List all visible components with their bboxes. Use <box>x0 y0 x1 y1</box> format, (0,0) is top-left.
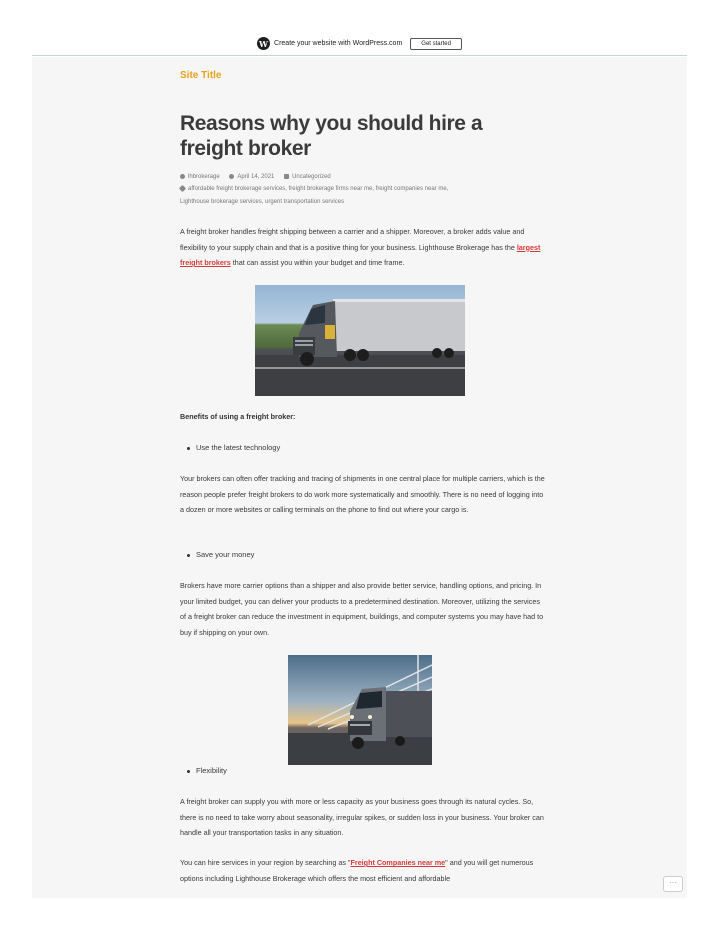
bullet-save-money: Save your money <box>187 550 254 559</box>
save-money-paragraph: Brokers have more carrier options than a shipper and also provide better service, handling options, and pricing. In your limited budget, you can deliver your products to a predetermined destination. Moreover, utilizing the services of a freight broker can reduce the investment in equipment, buildings, and computer systems you may have had to buy if shipping on your own. <box>180 581 544 637</box>
author-icon <box>180 174 185 179</box>
intro-text-before: A freight broker handles freight shipping between a carrier and a shipper. Moreover, a broker adds value and flexibility to your supply chain and that is a positive thing for your business. Lighthouse Brokerage has the <box>180 227 525 252</box>
post-meta <box>180 174 331 180</box>
truck-on-highway-image <box>255 285 465 396</box>
intro-paragraph <box>180 224 545 271</box>
create-website-link[interactable]: Create your website with WordPress.com <box>274 40 403 47</box>
tags-line-1[interactable]: affordable freight brokerage services, freight brokerage firms near me, freight companies near me, <box>188 186 449 193</box>
clock-icon <box>229 174 234 179</box>
wordpress-logo-icon[interactable]: W <box>257 37 270 50</box>
technology-paragraph: Your brokers can often offer tracking and tracing of shipments in one central place for multiple carriers, which is the reason people prefer freight brokers to do work more systematically and smoothly. There is no need of logging into a dozen or more websites or calling terminals on the phone to find out where your cargo is. <box>180 474 545 514</box>
hire-text-before: You can hire services in your region by searching as " <box>180 858 351 867</box>
site-title[interactable]: Site Title <box>180 70 222 81</box>
tag-icon <box>179 185 186 192</box>
more-options-button[interactable]: ··· <box>663 876 683 892</box>
tags-line-2[interactable]: Lighthouse brokerage services, urgent transportation services <box>180 199 345 205</box>
hire-services-paragraph <box>180 855 545 886</box>
get-started-button[interactable]: Get started <box>410 38 462 50</box>
bullet-flexibility: Flexibility <box>187 766 227 775</box>
bullet-latest-technology: Use the latest technology <box>187 443 280 452</box>
category-link[interactable]: Uncategorized <box>292 174 331 181</box>
largest-freight-brokers-link[interactable]: largest freight brokers <box>180 242 541 267</box>
author-link[interactable]: lhbrokerage <box>188 174 220 181</box>
intro-text-after: that can assist you within your budget and time frame. <box>230 258 405 267</box>
post-title: Reasons why you should hire a freight broker <box>180 112 483 160</box>
hire-text-after: " and you will get numerous options including Lighthouse Brokerage which offers the most efficient and affordable <box>180 858 534 883</box>
truck-at-sunset-image <box>288 655 432 765</box>
post-tags <box>180 186 448 192</box>
flexibility-paragraph: A freight broker can supply you with more or less capacity as your business goes through its natural cycles. So, there is no need to take worry about seasonality, irregular spikes, or sudden loss in your business. Your broker can handle all your transportation tasks in any situation. <box>180 797 544 837</box>
folder-icon <box>284 174 289 179</box>
freight-companies-near-me-link[interactable]: Freight Companies near me <box>350 858 446 867</box>
wordpress-banner <box>32 32 687 56</box>
page-body <box>32 57 687 898</box>
benefits-heading: Benefits of using a freight broker: <box>180 412 296 421</box>
date-link[interactable]: April 14, 2021 <box>237 174 275 181</box>
post-tags-continued <box>180 199 344 205</box>
